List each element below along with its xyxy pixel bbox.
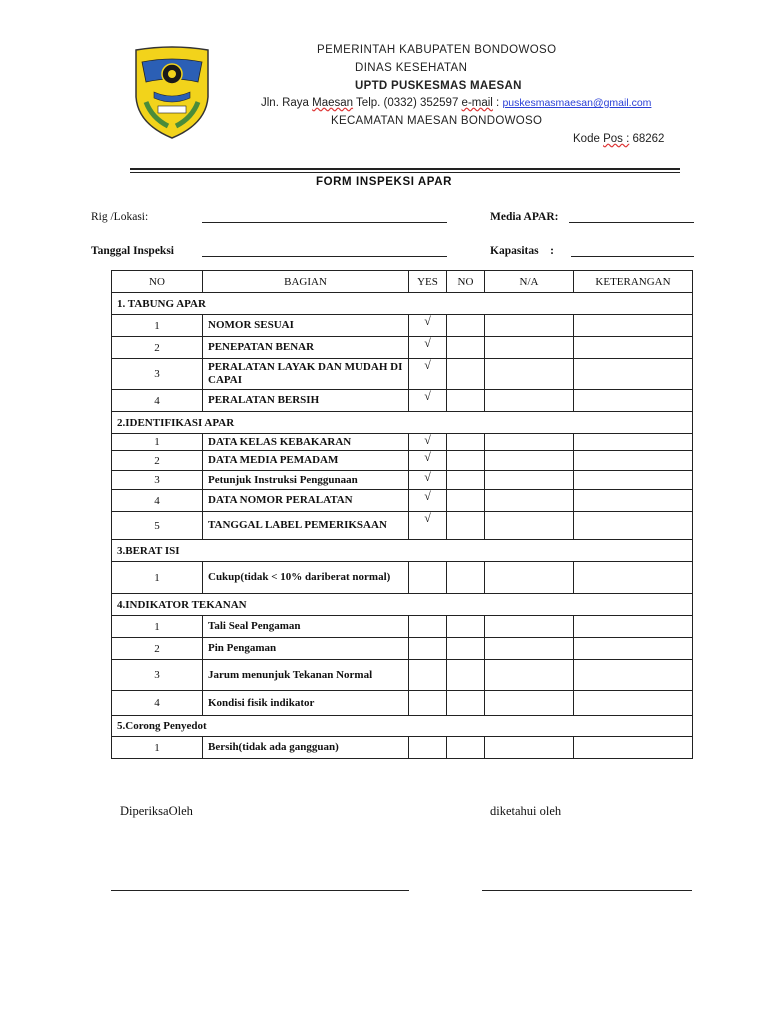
inspection-date-field[interactable] (202, 256, 447, 257)
row-number: 2 (112, 451, 203, 471)
row-bagian: Bersih(tidak ada gangguan) (203, 737, 409, 759)
row-bagian: DATA MEDIA PEMADAM (203, 451, 409, 471)
table-row (112, 471, 693, 490)
no-cell[interactable] (447, 434, 485, 451)
section-title: 4.INDIKATOR TEKANAN (112, 594, 693, 616)
row-bagian: DATA NOMOR PERALATAN (203, 490, 409, 512)
na-cell[interactable] (485, 434, 574, 451)
keterangan-cell[interactable] (574, 638, 693, 660)
section-row (112, 412, 693, 434)
header-bagian: BAGIAN (203, 271, 409, 293)
no-cell[interactable] (447, 471, 485, 490)
keterangan-cell[interactable] (574, 315, 693, 337)
keterangan-cell[interactable] (574, 390, 693, 412)
yes-cell[interactable]: √ (409, 390, 447, 412)
yes-cell[interactable]: √ (409, 434, 447, 451)
section-row (112, 293, 693, 315)
yes-cell[interactable]: √ (409, 451, 447, 471)
email-link[interactable]: puskesmasmaesan@gmail.com (502, 97, 652, 109)
row-number: 3 (112, 660, 203, 691)
section-row (112, 540, 693, 562)
na-cell[interactable] (485, 451, 574, 471)
keterangan-cell[interactable] (574, 359, 693, 390)
inspection-table (111, 270, 693, 759)
row-bagian: Cukup(tidak < 10% dariberat normal) (203, 562, 409, 594)
na-cell[interactable] (485, 638, 574, 660)
keterangan-cell[interactable] (574, 616, 693, 638)
row-number: 4 (112, 390, 203, 412)
media-apar-label: Media APAR: (490, 211, 559, 223)
table-header-row (112, 271, 693, 293)
keterangan-cell[interactable] (574, 471, 693, 490)
keterangan-cell[interactable] (574, 660, 693, 691)
no-cell[interactable] (447, 451, 485, 471)
row-bagian: PENEPATAN BENAR (203, 337, 409, 359)
row-number: 1 (112, 434, 203, 451)
row-number: 4 (112, 691, 203, 716)
row-bagian: NOMOR SESUAI (203, 315, 409, 337)
yes-cell[interactable]: √ (409, 490, 447, 512)
no-cell[interactable] (447, 490, 485, 512)
row-number: 2 (112, 638, 203, 660)
row-number: 1 (112, 616, 203, 638)
header-keterangan: KETERANGAN (574, 271, 693, 293)
no-cell[interactable] (447, 737, 485, 759)
table-row (112, 434, 693, 451)
form-title: FORM INSPEKSI APAR (315, 176, 453, 188)
na-cell[interactable] (485, 337, 574, 359)
media-apar-field[interactable] (569, 222, 694, 223)
na-cell[interactable] (485, 471, 574, 490)
capacity-field[interactable] (571, 256, 694, 257)
na-cell[interactable] (485, 660, 574, 691)
keterangan-cell[interactable] (574, 451, 693, 471)
table-row (112, 638, 693, 660)
table-row (112, 359, 693, 390)
kode-label: Kode (573, 133, 604, 145)
yes-cell[interactable] (409, 737, 447, 759)
row-number: 4 (112, 490, 203, 512)
letterhead-district: KECAMATAN MAESAN BONDOWOSO (331, 115, 543, 127)
yes-cell[interactable] (409, 691, 447, 716)
acknowledged-by-label: diketahui oleh (490, 804, 562, 818)
yes-cell[interactable]: √ (409, 337, 447, 359)
yes-cell[interactable]: √ (409, 512, 447, 540)
letterhead-unit: UPTD PUSKESMAS MAESAN (355, 80, 522, 92)
no-cell[interactable] (447, 337, 485, 359)
row-number: 1 (112, 737, 203, 759)
letterhead-rule-thick (130, 168, 680, 170)
yes-cell[interactable]: √ (409, 315, 447, 337)
na-cell[interactable] (485, 737, 574, 759)
no-cell[interactable] (447, 512, 485, 540)
acknowledged-by-signature-line[interactable] (482, 890, 692, 891)
row-bagian: Jarum menunjuk Tekanan Normal (203, 660, 409, 691)
no-cell[interactable] (447, 616, 485, 638)
letterhead-government: PEMERINTAH KABUPATEN BONDOWOSO (317, 44, 557, 56)
table-row (112, 337, 693, 359)
row-bagian: TANGGAL LABEL PEMERIKSAAN (203, 512, 409, 540)
kode-value: 68262 (629, 133, 665, 145)
inspected-by-label: DiperiksaOleh (120, 804, 193, 818)
row-number: 1 (112, 562, 203, 594)
letterhead-postal-code (573, 133, 664, 145)
row-number: 5 (112, 512, 203, 540)
row-bagian: Tali Seal Pengaman (203, 616, 409, 638)
na-cell[interactable] (485, 691, 574, 716)
keterangan-cell[interactable] (574, 691, 693, 716)
row-bagian: PERALATAN LAYAK DAN MUDAH DI CAPAI (203, 359, 409, 390)
keterangan-cell[interactable] (574, 737, 693, 759)
header-no-answer: NO (447, 271, 485, 293)
row-number: 1 (112, 315, 203, 337)
table-row (112, 315, 693, 337)
address-telp: Telp. (0332) 352597 (353, 97, 462, 109)
row-number: 3 (112, 471, 203, 490)
na-cell[interactable] (485, 390, 574, 412)
table-row (112, 562, 693, 594)
no-cell[interactable] (447, 660, 485, 691)
row-bagian: DATA KELAS KEBAKARAN (203, 434, 409, 451)
header-yes: YES (409, 271, 447, 293)
letterhead-rule-thin (130, 172, 680, 173)
email-colon: : (492, 97, 503, 109)
address-prefix: Jln. Raya (261, 97, 313, 109)
address-maesan: Maesan (312, 97, 354, 109)
yes-cell[interactable] (409, 562, 447, 594)
keterangan-cell[interactable] (574, 562, 693, 594)
na-cell[interactable] (485, 616, 574, 638)
yes-cell[interactable] (409, 616, 447, 638)
keterangan-cell[interactable] (574, 512, 693, 540)
bondowoso-emblem-logo (132, 42, 212, 142)
email-label: e-mail (461, 97, 493, 109)
row-bagian: Pin Pengaman (203, 638, 409, 660)
table-row (112, 616, 693, 638)
section-row (112, 716, 693, 737)
table-row (112, 691, 693, 716)
no-cell[interactable] (447, 315, 485, 337)
no-cell[interactable] (447, 359, 485, 390)
yes-cell[interactable]: √ (409, 359, 447, 390)
na-cell[interactable] (485, 315, 574, 337)
keterangan-cell[interactable] (574, 434, 693, 451)
no-cell[interactable] (447, 562, 485, 594)
header-na: N/A (485, 271, 574, 293)
header-no: NO (112, 271, 203, 293)
section-title: 5.Corong Penyedot (112, 716, 693, 737)
rig-location-label: Rig /Lokasi: (91, 211, 149, 223)
table-row (112, 512, 693, 540)
section-row (112, 594, 693, 616)
table-row (112, 390, 693, 412)
table-row (112, 660, 693, 691)
rig-location-field[interactable] (202, 222, 447, 223)
table-row (112, 490, 693, 512)
section-title: 1. TABUNG APAR (112, 293, 693, 315)
kode-pos: Pos : (603, 133, 630, 145)
keterangan-cell[interactable] (574, 490, 693, 512)
section-title: 3.BERAT ISI (112, 540, 693, 562)
na-cell[interactable] (485, 562, 574, 594)
row-number: 2 (112, 337, 203, 359)
inspection-date-label: Tanggal Inspeksi (91, 245, 174, 257)
section-title: 2.IDENTIFIKASI APAR (112, 412, 693, 434)
keterangan-cell[interactable] (574, 337, 693, 359)
no-cell[interactable] (447, 390, 485, 412)
row-bagian: Petunjuk Instruksi Penggunaan (203, 471, 409, 490)
inspected-by-signature-line[interactable] (111, 890, 409, 891)
no-cell[interactable] (447, 691, 485, 716)
na-cell[interactable] (485, 490, 574, 512)
row-number: 3 (112, 359, 203, 390)
na-cell[interactable] (485, 512, 574, 540)
row-bagian: PERALATAN BERSIH (203, 390, 409, 412)
capacity-label: Kapasitas : (490, 245, 554, 257)
na-cell[interactable] (485, 359, 574, 390)
yes-cell[interactable] (409, 660, 447, 691)
table-row (112, 737, 693, 759)
row-bagian: Kondisi fisik indikator (203, 691, 409, 716)
no-cell[interactable] (447, 638, 485, 660)
yes-cell[interactable] (409, 638, 447, 660)
table-row (112, 451, 693, 471)
letterhead-department: DINAS KESEHATAN (355, 62, 468, 74)
yes-cell[interactable]: √ (409, 471, 447, 490)
letterhead-address (261, 97, 651, 109)
